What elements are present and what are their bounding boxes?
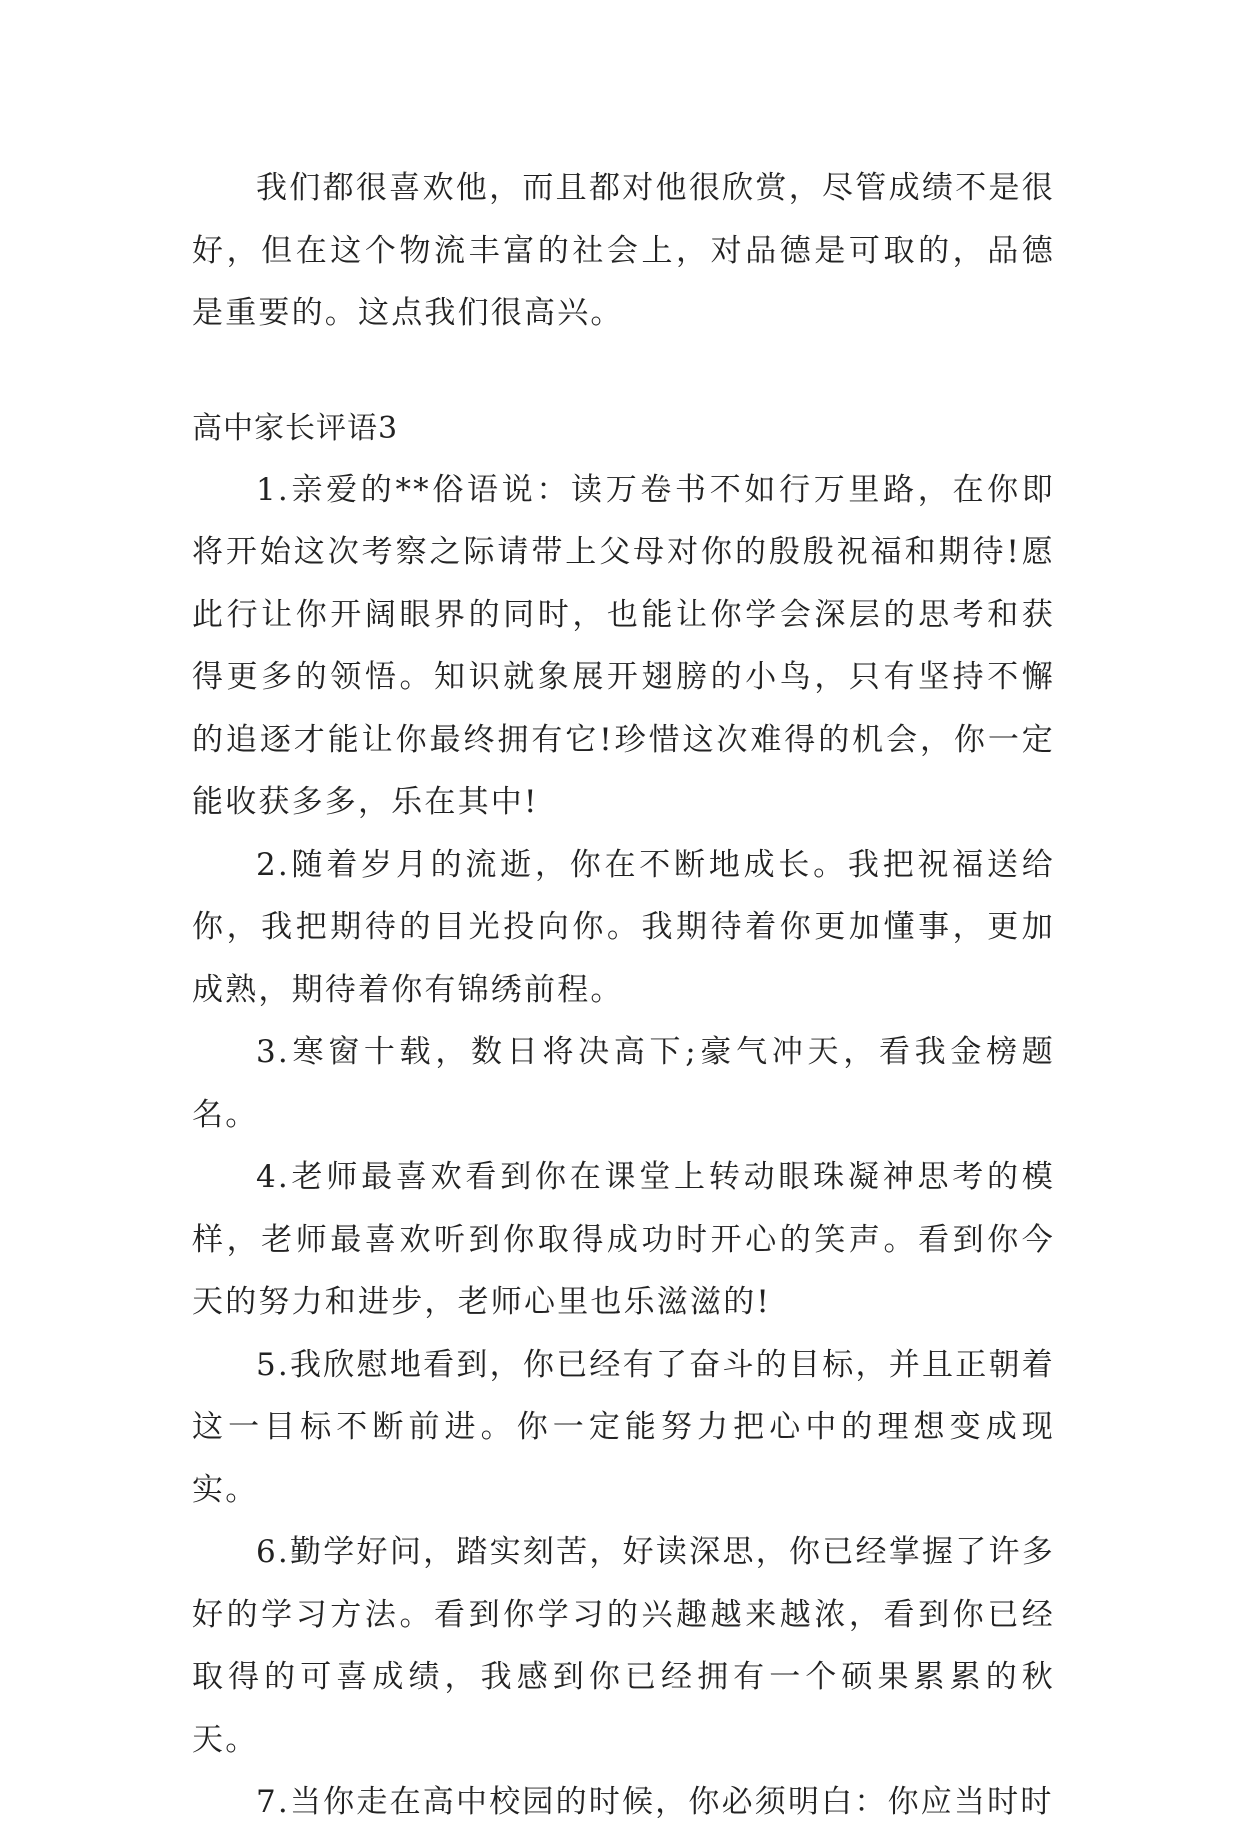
- document-body: [192, 157, 1055, 1834]
- section-heading: 高中家长评语3: [192, 410, 399, 446]
- comment-item-3: 3.寒窗十载，数日将决高下;豪气冲天，看我金榜题名。: [192, 1034, 1055, 1133]
- comment-item-7: 7.当你走在高中校园的时候，你必须明白：你应当时时: [256, 1784, 1054, 1820]
- comment-item-5: 5.我欣慰地看到，你已经有了奋斗的目标，并且正朝着这一目标不断前进。你一定能努力把心中的理想变成现实。: [192, 1346, 1055, 1508]
- comment-item-2: 2.随着岁月的流逝，你在不断地成长。我把祝福送给你，我把期待的目光投向你。我期待着你更加懂事，更加成熟，期待着你有锦绣前程。: [192, 846, 1055, 1008]
- comment-item-4: 4.老师最喜欢看到你在课堂上转动眼珠凝神思考的模样，老师最喜欢听到你取得成功时开心的笑声。看到你今天的努力和进步，老师心里也乐滋滋的!: [192, 1159, 1055, 1320]
- comment-item-6: 6.勤学好问，踏实刻苦，好读深思，你已经掌握了许多好的学习方法。看到你学习的兴趣越来越浓，看到你已经取得的可喜成绩，我感到你已经拥有一个硕果累累的秋天。: [192, 1534, 1055, 1758]
- comment-item-1: 1.亲爱的**俗语说：读万卷书不如行万里路，在你即将开始这次考察之际请带上父母对你的殷殷祝福和期待!愿此行让你开阔眼界的同时，也能让你学会深层的思考和获得更多的领悟。知识就象展开翅膀的小鸟，只有坚持不懈的追逐才能让你最终拥有它!珍惜这次难得的机会，你一定能收获多多，乐在其中!: [192, 471, 1055, 820]
- intro-paragraph: 我们都很喜欢他，而且都对他很欣赏，尽管成绩不是很好，但在这个物流丰富的社会上，对品德是可取的，品德是重要的。这点我们很高兴。: [192, 170, 1055, 331]
- comment-list: [192, 459, 1055, 1834]
- section-spacer: [192, 345, 1055, 399]
